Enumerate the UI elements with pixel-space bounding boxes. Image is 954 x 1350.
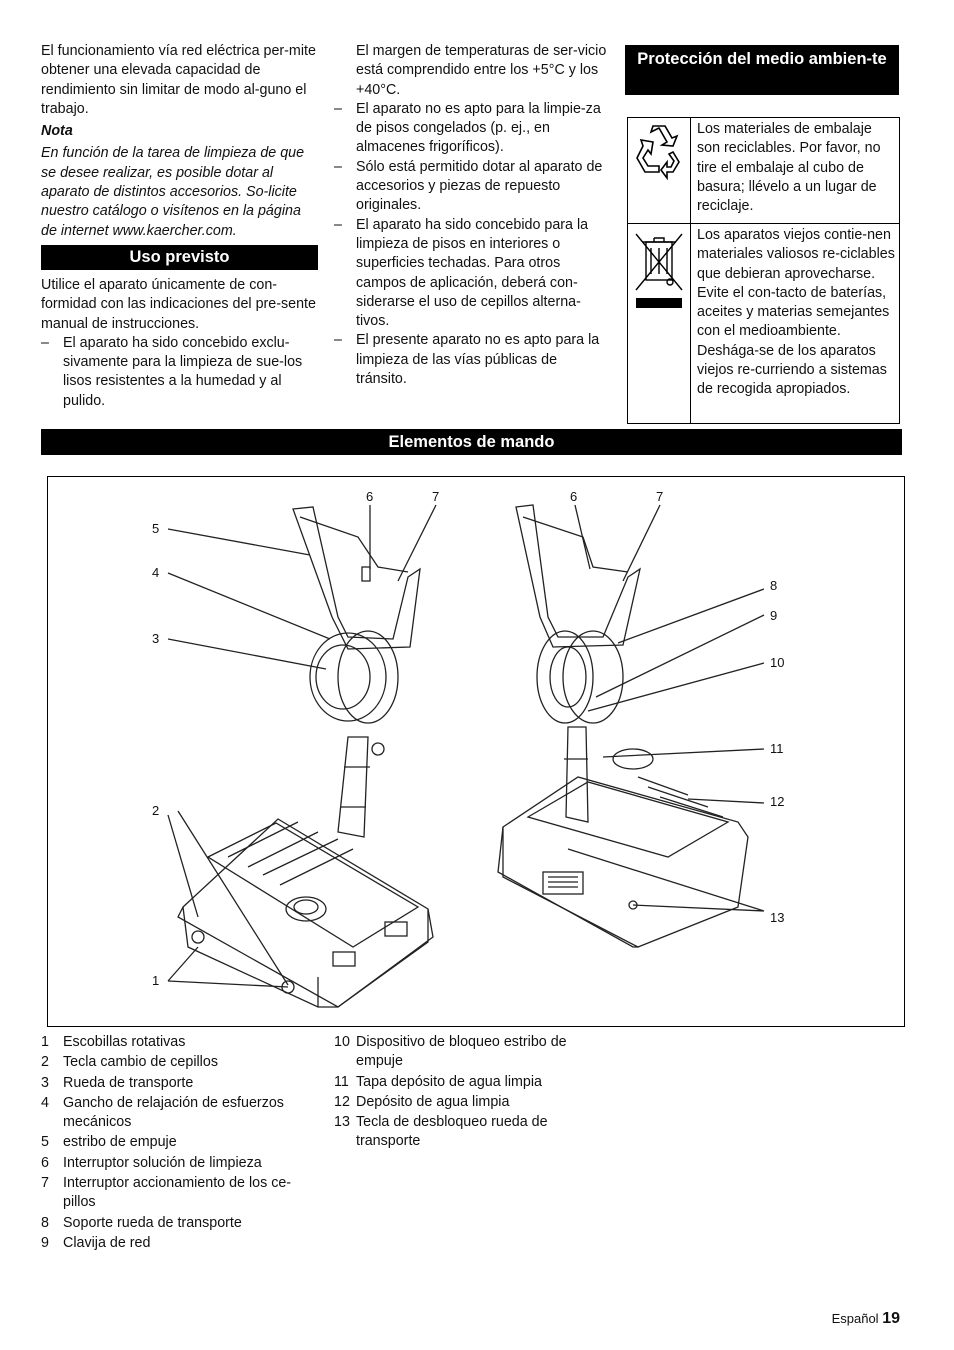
note-title: Nota — [41, 123, 73, 140]
table-row — [628, 224, 900, 424]
callout-7-left: 7 — [432, 489, 440, 504]
callout-3: 3 — [152, 631, 160, 646]
section-uso-previsto: Uso previsto — [41, 245, 318, 270]
callout-1: 1 — [152, 973, 160, 988]
uso-text: Utilice el aparato únicamente de con-formidad con las indicaciones del pre-sente manual de instrucciones. — [41, 277, 316, 332]
intro-paragraph: El funcionamiento vía red eléctrica per-mite obtener una elevada capacidad de rendimiento sin limitar de modo al-guno el trabajo. — [41, 43, 316, 117]
legend-item: 8 Soporte rueda de transporte — [41, 1214, 242, 1231]
machine-illustration — [48, 477, 904, 1026]
legend-item: 7 Interruptor accionamiento de los ce-pillos — [41, 1175, 292, 1211]
legend-item: 3 Rueda de transporte — [41, 1074, 194, 1091]
note-text: En función de la tarea de limpieza de que se desee realizar, es posible dotar al aparato de distintos accesorios. So-licite nuestro catálogo o visítenos en la página de internet www.kaercher.com. — [41, 145, 305, 239]
list-item: – El aparato no es apto para la limpie-za de pisos congelados (p. ej., en almacenes frigoríficos). — [334, 100, 609, 158]
recycle-icon — [633, 124, 685, 180]
legend-left — [41, 1033, 319, 1253]
callout-6-right: 6 — [570, 489, 578, 504]
bin-text: Los aparatos viejos contie-nen materiales valiosos re-ciclables que debieran aprovecharse. Evite el con-tacto de baterías, aceites y materias semejantes con el medioambiente. Deshága-se de los aparatos viejos re-curriendo a sistemas de recogida apropiados. — [691, 224, 900, 424]
legend-item: 12 Depósito de agua limpia — [334, 1093, 510, 1110]
footer-language: Español — [831, 1311, 879, 1326]
column-1 — [41, 42, 319, 241]
callout-6-left: 6 — [366, 489, 374, 504]
page-footer — [832, 1309, 900, 1328]
section-environment: Protección del medio ambien-te — [625, 45, 899, 95]
legend-item: 1 Escobillas rotativas — [41, 1034, 186, 1050]
legend-item: 9 Clavija de red — [41, 1234, 151, 1251]
page-number: 19 — [882, 1310, 900, 1327]
callout-10: 10 — [770, 655, 785, 670]
list-item: – El aparato ha sido concebido para la limpieza de pisos en interiores o superficies techadas. Para otros campos de aplicación, deberá con-siderarse el uso de cepillos alterna-tivos. — [334, 216, 609, 332]
list-item: – Sólo está permitido dotar al aparato de accesorios y piezas de repuesto originales. — [334, 158, 609, 216]
crossed-bin-icon — [632, 230, 686, 312]
bin-cell — [628, 224, 691, 424]
legend-item: 5 estribo de empuje — [41, 1134, 177, 1151]
legend-item: 11 Tapa depósito de agua limpia — [334, 1073, 542, 1090]
callout-9: 9 — [770, 608, 778, 623]
recycle-cell — [628, 118, 691, 224]
legend-item: 2 Tecla cambio de cepillos — [41, 1054, 218, 1071]
legend-item: 6 Interruptor solución de limpieza — [41, 1154, 262, 1171]
callout-7-right: 7 — [656, 489, 664, 504]
controls-figure — [47, 476, 905, 1027]
legend-item: 10 Dispositivo de bloqueo estribo de empuje — [334, 1034, 567, 1070]
restrictions-list — [334, 100, 609, 389]
temperature-paragraph: El margen de temperaturas de ser-vicio está comprendido entre los +5°C y los +40°C. — [356, 43, 607, 98]
uso-list — [41, 334, 319, 411]
callout-8: 8 — [770, 578, 778, 593]
right-base — [503, 777, 748, 947]
column-2 — [334, 42, 609, 389]
list-item: – El aparato ha sido concebido exclu-sivamente para la limpieza de sue-los lisos resistentes a la humedad y al pulido. — [41, 334, 319, 411]
section-controls: Elementos de mando — [41, 429, 902, 455]
callout-13: 13 — [770, 910, 785, 925]
callout-4: 4 — [152, 565, 160, 580]
callout-11: 11 — [770, 741, 784, 756]
callout-5: 5 — [152, 521, 160, 536]
list-item: – El presente aparato no es apto para la limpieza de las vías públicas de tránsito. — [334, 331, 609, 389]
legend-right — [334, 1033, 604, 1152]
callout-12: 12 — [770, 794, 785, 809]
legend-item: 13 Tecla de desbloqueo rueda de transporte — [334, 1114, 548, 1150]
environment-table — [627, 117, 900, 424]
figure-callouts — [152, 489, 784, 988]
recycle-text: Los materiales de embalaje son reciclables. Por favor, no tire el embalaje al cubo de basura; llévelo a un lugar de reciclaje. — [691, 118, 900, 224]
uso-previsto-body — [41, 276, 319, 411]
left-base — [178, 819, 433, 1007]
table-row — [628, 118, 900, 224]
callout-2: 2 — [152, 803, 160, 818]
legend-item: 4 Gancho de relajación de esfuerzos mecánicos — [41, 1094, 284, 1131]
